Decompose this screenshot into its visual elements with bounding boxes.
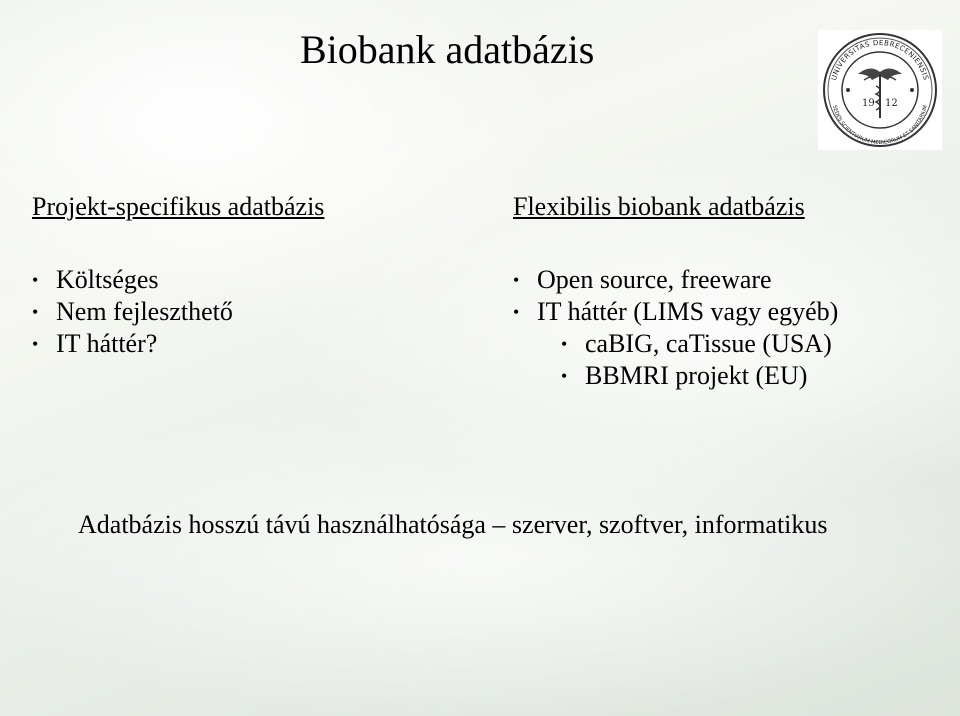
bullet-icon: • [32, 270, 39, 290]
university-seal-logo [818, 30, 942, 150]
list-item: • Open source, freeware [513, 265, 772, 294]
right-bullet-list [513, 264, 838, 392]
svg-text:SEDES SCIENTIARUM MEDICORUM ET: SEDES SCIENTIARUM MEDICORUM ET SANITARIUM [831, 104, 930, 147]
bullet-icon: • [32, 334, 39, 354]
bullet-icon: • [32, 302, 39, 322]
left-bullet-list [32, 264, 233, 360]
sub-list-item: • BBMRI projekt (EU) [561, 361, 808, 390]
left-column-heading: Projekt-specifikus adatbázis [32, 192, 325, 221]
right-column-heading: Flexibilis biobank adatbázis [513, 192, 805, 221]
list-item: • IT háttér (LIMS vagy egyéb) [513, 297, 839, 326]
bullet-icon: • [561, 334, 568, 354]
slide-title: Biobank adatbázis [300, 27, 595, 72]
bullet-icon: • [513, 270, 520, 290]
list-item: • Költséges [32, 265, 159, 294]
bullet-icon: • [561, 366, 568, 386]
list-item: • Nem fejleszthető [32, 297, 233, 326]
summary-text: Adatbázis hosszú távú használhatósága – szerver, szoftver, informatikus [78, 510, 828, 539]
svg-text:19: 19 [862, 98, 875, 109]
list-item: • IT háttér? [32, 329, 158, 358]
svg-text:UNIVERSITAS DEBRECENIENSIS: UNIVERSITAS DEBRECENIENSIS [830, 38, 930, 82]
sub-list-item: • caBIG, caTissue (USA) [561, 329, 832, 358]
svg-text:12: 12 [885, 98, 898, 109]
bullet-icon: • [513, 302, 520, 322]
